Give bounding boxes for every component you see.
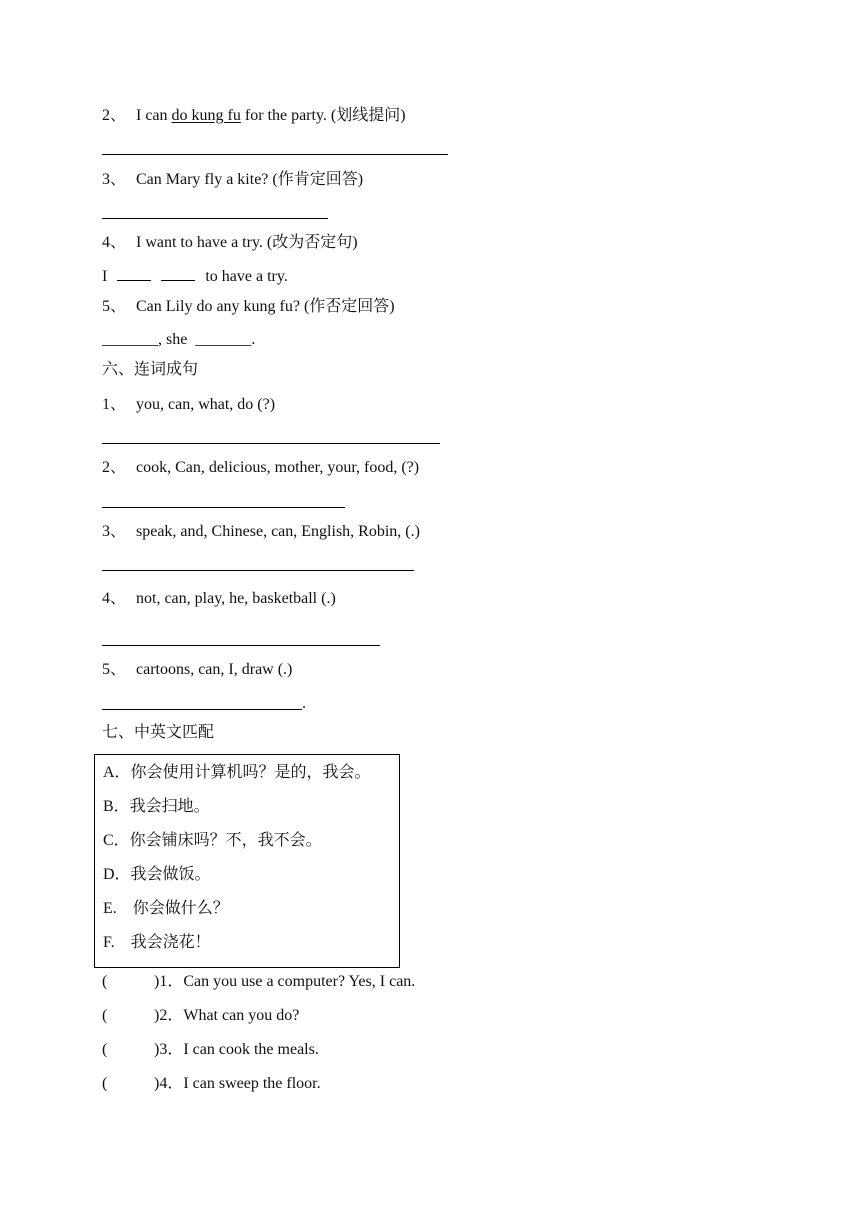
- list-item: [102, 395, 275, 415]
- answer-paren-open[interactable]: (: [102, 973, 108, 990]
- answer-end: to have a try.: [205, 268, 288, 285]
- answer-line[interactable]: [102, 218, 328, 219]
- question-2: [102, 106, 406, 126]
- section-heading: 七、中英文匹配: [102, 724, 215, 741]
- answer-paren-open[interactable]: (: [102, 1007, 108, 1024]
- answer-blank[interactable]: [117, 266, 151, 281]
- answer-row-q5: [102, 330, 255, 350]
- list-item: [102, 660, 292, 680]
- question-number: 5、: [102, 298, 127, 315]
- match-number: )1．: [154, 973, 184, 990]
- line-end-period: .: [302, 695, 306, 712]
- option-b: B．我会扫地。: [103, 798, 210, 815]
- answer-line[interactable]: [102, 570, 414, 571]
- question-4: [102, 233, 358, 253]
- list-item: [102, 522, 420, 542]
- match-text: I can sweep the floor.: [183, 1075, 321, 1092]
- item-text: not, can, play, he, basketball (.): [136, 590, 336, 607]
- question-number: 4、: [102, 234, 127, 251]
- answer-line[interactable]: [102, 507, 345, 508]
- question-text-pre: I can: [136, 107, 172, 124]
- answer-row-q4: [102, 266, 288, 287]
- item-text: cook, Can, delicious, mother, your, food, (?): [136, 459, 420, 476]
- match-number: )3．: [154, 1041, 184, 1058]
- match-row: [102, 972, 415, 992]
- question-text-post: for the party. (划线提问): [240, 107, 406, 124]
- answer-paren-open[interactable]: (: [102, 1075, 108, 1092]
- question-3: [102, 170, 363, 190]
- answer-paren-open[interactable]: (: [102, 1041, 108, 1058]
- option-f: F. 我会浇花！: [103, 934, 211, 951]
- item-text: cartoons, can, I, draw (.): [136, 661, 293, 678]
- question-5: [102, 297, 395, 317]
- answer-start: I: [102, 268, 108, 285]
- option-d: D．我会做饭。: [103, 866, 211, 883]
- answer-mid: , she: [158, 331, 188, 348]
- option-a: A．你会使用计算机吗？是的，我会。: [103, 764, 371, 781]
- option-c: C．你会铺床吗？不，我不会。: [103, 832, 322, 849]
- answer-line[interactable]: [102, 709, 302, 710]
- answer-line[interactable]: [102, 443, 440, 444]
- match-text: I can cook the meals.: [183, 1041, 319, 1058]
- section-heading: 六、连词成句: [102, 361, 199, 378]
- answer-blank[interactable]: [161, 266, 195, 281]
- answer-end: .: [251, 331, 256, 348]
- answer-blank[interactable]: _______: [195, 331, 252, 348]
- item-number: 2、: [102, 459, 127, 476]
- item-text: you, can, what, do (?): [136, 396, 276, 413]
- match-text: What can you do?: [183, 1007, 300, 1024]
- question-text: I want to have a try. (改为否定句): [136, 234, 358, 251]
- question-text: Can Lily do any kung fu? (作否定回答): [136, 298, 395, 315]
- answer-line[interactable]: [102, 645, 380, 646]
- list-item: [102, 458, 419, 478]
- option-e: E. 你会做什么？: [103, 900, 229, 917]
- match-number: )4．: [154, 1075, 184, 1092]
- answer-blank[interactable]: _______: [102, 331, 158, 348]
- match-row: [102, 1074, 321, 1094]
- underlined-phrase: do kung fu: [171, 107, 241, 124]
- item-number: 3、: [102, 523, 127, 540]
- list-item: [102, 589, 336, 609]
- question-text: Can Mary fly a kite? (作肯定回答): [136, 171, 364, 188]
- question-number: 3、: [102, 171, 127, 188]
- item-number: 5、: [102, 661, 127, 678]
- match-text: Can you use a computer? Yes, I can.: [183, 973, 416, 990]
- item-number: 1、: [102, 396, 127, 413]
- match-row: [102, 1006, 299, 1026]
- item-number: 4、: [102, 590, 127, 607]
- item-text: speak, and, Chinese, can, English, Robin, (.): [136, 523, 420, 540]
- question-number: 2、: [102, 107, 127, 124]
- answer-line[interactable]: [102, 154, 448, 155]
- match-row: [102, 1040, 319, 1060]
- match-number: )2．: [154, 1007, 184, 1024]
